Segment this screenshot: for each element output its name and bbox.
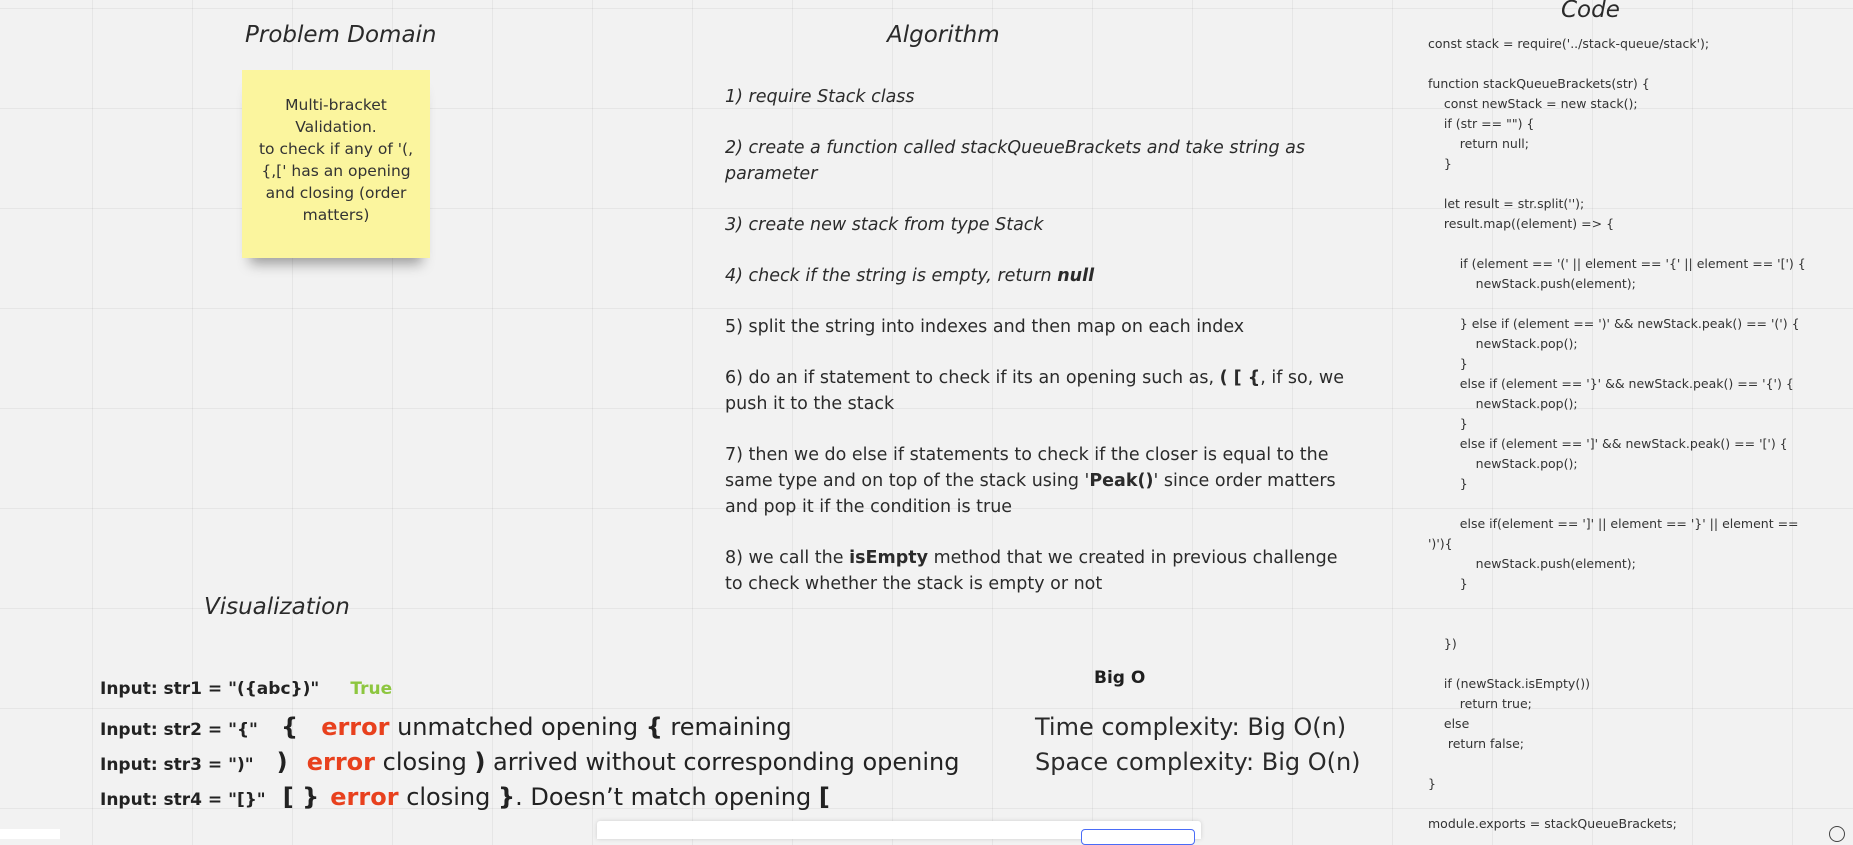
code-line: module.exports = stackQueueBrackets; xyxy=(1428,816,1677,831)
code-line: return true; xyxy=(1428,696,1532,711)
code-line xyxy=(1428,174,1808,194)
code-line: } xyxy=(1428,776,1436,791)
input-label: Input: str3 = ")" xyxy=(100,755,254,775)
code-line: let result = str.split(''); xyxy=(1428,196,1585,211)
input-symbol: { xyxy=(281,713,299,741)
code-line: if (newStack.isEmpty()) xyxy=(1428,676,1590,691)
algorithm-heading: Algorithm xyxy=(887,22,1000,48)
error-label: error xyxy=(321,713,390,741)
code-line: result.map((element) => { xyxy=(1428,216,1615,231)
code-line xyxy=(1428,614,1808,634)
error-label: error xyxy=(330,783,399,811)
algorithm-step-4: 4) check if the string is empty, return null xyxy=(725,266,1095,286)
visualization-row-1 xyxy=(100,679,392,699)
result-true: True xyxy=(350,679,393,699)
input-label: Input: str1 = "({abc})" xyxy=(100,679,320,699)
code-line xyxy=(1428,494,1808,514)
code-line: if (element == '(' || element == '{' || element == '[') { xyxy=(1428,256,1806,271)
code-line: if (str == "") { xyxy=(1428,116,1535,131)
sticky-line: Validation. xyxy=(295,118,377,136)
algorithm-step-6: 6) do an if statement to check if its an opening such as, ( [ {, if so, we push it to the stack xyxy=(725,368,1344,414)
visualization-row-3: Input: str3 = ")" ) error closing ) arrived without corresponding opening xyxy=(100,748,960,776)
visualization-row-2: Input: str2 = "{" { error unmatched opening { remaining xyxy=(100,713,792,741)
error-label: error xyxy=(306,748,376,776)
sticky-note[interactable] xyxy=(242,70,430,258)
algorithm-step-7: 7) then we do else if statements to check if the closer is equal to the same type and on top of the stack using 'Peak()' since order matters and pop it if the condition is true xyxy=(725,445,1336,517)
code-line: const newStack = new stack(); xyxy=(1428,96,1638,111)
code-line: } xyxy=(1428,576,1468,591)
code-line xyxy=(1428,294,1808,314)
visualization-row-4: Input: str4 = "[}" [ } error closing }. Doesn’t match opening [ xyxy=(100,783,830,811)
problem-domain-heading: Problem Domain xyxy=(245,22,437,48)
code-line: } xyxy=(1428,476,1468,491)
code-line: newStack.pop(); xyxy=(1428,336,1578,351)
code-line: newStack.pop(); xyxy=(1428,396,1578,411)
code-line xyxy=(1428,234,1808,254)
code-line: return null; xyxy=(1428,136,1529,151)
bottom-toolbar-button[interactable] xyxy=(1081,829,1195,845)
visualization-heading: Visualization xyxy=(204,594,350,620)
code-line: else if (element == '}' && newStack.peak() == '{') { xyxy=(1428,376,1794,391)
sticky-line: Multi-bracket xyxy=(285,96,387,114)
left-toolbar-edge[interactable] xyxy=(0,829,60,839)
input-label: Input: str2 = "{" xyxy=(100,720,258,740)
code-line: } xyxy=(1428,356,1468,371)
code-line: else if (element == ']' && newStack.peak() == '[') { xyxy=(1428,436,1788,451)
sticky-line: {,[' has an opening xyxy=(261,162,411,180)
code-line xyxy=(1428,54,1808,74)
code-line: return false; xyxy=(1428,736,1525,751)
sticky-line: to check if any of '(, xyxy=(258,140,413,158)
code-line xyxy=(1428,654,1808,674)
code-line: newStack.push(element); xyxy=(1428,556,1636,571)
code-line: else if(element == ']' || element == '}' || element == xyxy=(1428,516,1799,531)
sticky-line: matters) xyxy=(302,206,370,224)
algorithm-step-2: 2) create a function called stackQueueBrackets and take string as parameter xyxy=(725,138,1305,184)
help-icon[interactable] xyxy=(1829,826,1845,842)
algorithm-step-3: 3) create new stack from type Stack xyxy=(725,215,1044,235)
input-symbol: ) xyxy=(276,748,288,776)
code-line: } xyxy=(1428,156,1452,171)
code-line: function stackQueueBrackets(str) { xyxy=(1428,76,1650,91)
code-line: } else if (element == ')' && newStack.peak() == '(') { xyxy=(1428,316,1800,331)
algorithm-step-5: 5) split the string into indexes and then map on each index xyxy=(725,317,1245,337)
code-line: ')'){ xyxy=(1428,536,1453,551)
code-line xyxy=(1428,794,1808,814)
code-block[interactable] xyxy=(1428,34,1808,834)
input-symbol: [ } xyxy=(282,783,320,811)
input-label: Input: str4 = "[}" xyxy=(100,790,266,810)
sticky-line: and closing (order xyxy=(265,184,407,202)
algorithm-steps[interactable] xyxy=(725,84,1355,622)
code-line: const stack = require('../stack-queue/stack'); xyxy=(1428,36,1710,51)
code-line xyxy=(1428,594,1808,614)
time-complexity: Time complexity: Big O(n) xyxy=(1035,713,1347,741)
code-line: newStack.pop(); xyxy=(1428,456,1578,471)
big-o-title: Big O xyxy=(1094,668,1146,688)
code-line: newStack.push(element); xyxy=(1428,276,1636,291)
space-complexity: Space complexity: Big O(n) xyxy=(1035,748,1361,776)
code-line: else xyxy=(1428,716,1470,731)
code-line: } xyxy=(1428,416,1468,431)
code-line: }) xyxy=(1428,636,1457,651)
code-heading: Code xyxy=(1561,0,1620,23)
algorithm-step-8: 8) we call the isEmpty method that we created in previous challenge to check whether the stack is empty or not xyxy=(725,548,1338,594)
code-line xyxy=(1428,754,1808,774)
algorithm-step-1: 1) require Stack class xyxy=(725,87,915,107)
